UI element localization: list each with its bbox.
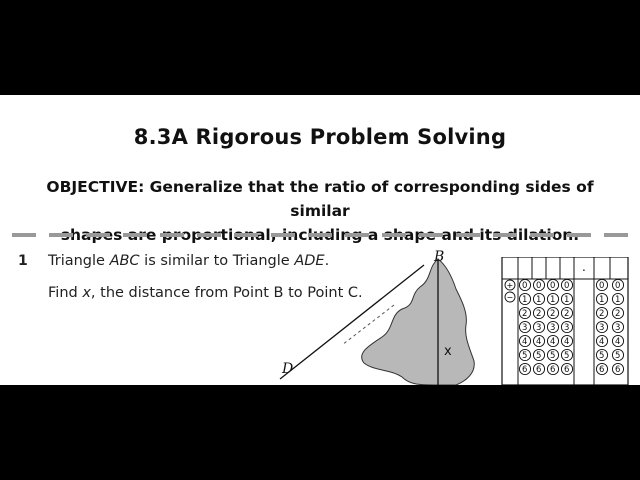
digit-label: 1 (599, 295, 605, 305)
label-d: D (282, 361, 294, 377)
digit-label: 0 (522, 281, 528, 291)
question-line-2: Find x, the distance from Point B to Point C. (48, 285, 363, 301)
digit-label: 1 (522, 295, 528, 305)
digit-label: 2 (522, 309, 528, 319)
label-b: B (434, 249, 445, 265)
digit-label: 6 (536, 365, 542, 375)
digit-label: 3 (564, 323, 570, 333)
plus-sign: + (506, 281, 514, 290)
worksheet-page (0, 95, 640, 385)
objective-line-2: shapes are proportional, including a shape and its dilation. (60, 226, 580, 244)
digit-label: 6 (522, 365, 528, 375)
dashed-divider (12, 233, 628, 237)
digit-label: 4 (564, 337, 570, 347)
digit-label: 6 (550, 365, 556, 375)
letterbox-top (0, 0, 640, 95)
digit-label: 0 (564, 281, 570, 291)
label-x: x (444, 344, 452, 359)
digit-label: 1 (615, 295, 621, 305)
digit-label: 1 (536, 295, 542, 305)
digit-label: 0 (615, 281, 621, 291)
digit-label: 0 (536, 281, 542, 291)
digit-label: 0 (599, 281, 605, 291)
digit-label: 3 (550, 323, 556, 333)
digit-label: 5 (536, 351, 542, 361)
letterbox-bottom (0, 385, 640, 480)
digit-label: 4 (522, 337, 528, 347)
digit-label: 6 (599, 365, 605, 375)
digit-label: 1 (564, 295, 570, 305)
digit-label: 6 (615, 365, 621, 375)
digit-label: 5 (564, 351, 570, 361)
digit-label: 0 (550, 281, 556, 291)
digit-label: 1 (550, 295, 556, 305)
digit-label: 5 (522, 351, 528, 361)
question-number: 1 (18, 253, 28, 269)
question-line-1: Triangle ABC is similar to Triangle ADE. (48, 253, 330, 269)
page-title: 8.3A Rigorous Problem Solving (133, 125, 507, 149)
digit-label: 4 (536, 337, 542, 347)
digit-label: 3 (615, 323, 621, 333)
triangle-figure (270, 245, 500, 385)
decimal-point: . (582, 260, 586, 274)
objective-line-1: OBJECTIVE: Generalize that the ratio of corresponding sides of similar (46, 178, 594, 220)
digit-label: 3 (522, 323, 528, 333)
digit-label: 3 (599, 323, 605, 333)
minus-sign: − (506, 293, 514, 302)
digit-label: 5 (550, 351, 556, 361)
digit-label: 5 (615, 351, 621, 361)
digit-label: 2 (536, 309, 542, 319)
irregular-shape (362, 259, 438, 385)
digit-label: 2 (599, 309, 605, 319)
digit-label: 3 (536, 323, 542, 333)
digit-label: 2 (564, 309, 570, 319)
digit-label: 2 (550, 309, 556, 319)
digit-label: 4 (550, 337, 556, 347)
digit-label: 2 (615, 309, 621, 319)
digit-label: 4 (599, 337, 605, 347)
answer-grid (500, 257, 630, 385)
digit-label: 5 (599, 351, 605, 361)
irregular-shape-right (438, 259, 474, 385)
digit-label: 6 (564, 365, 570, 375)
digit-label: 4 (615, 337, 621, 347)
